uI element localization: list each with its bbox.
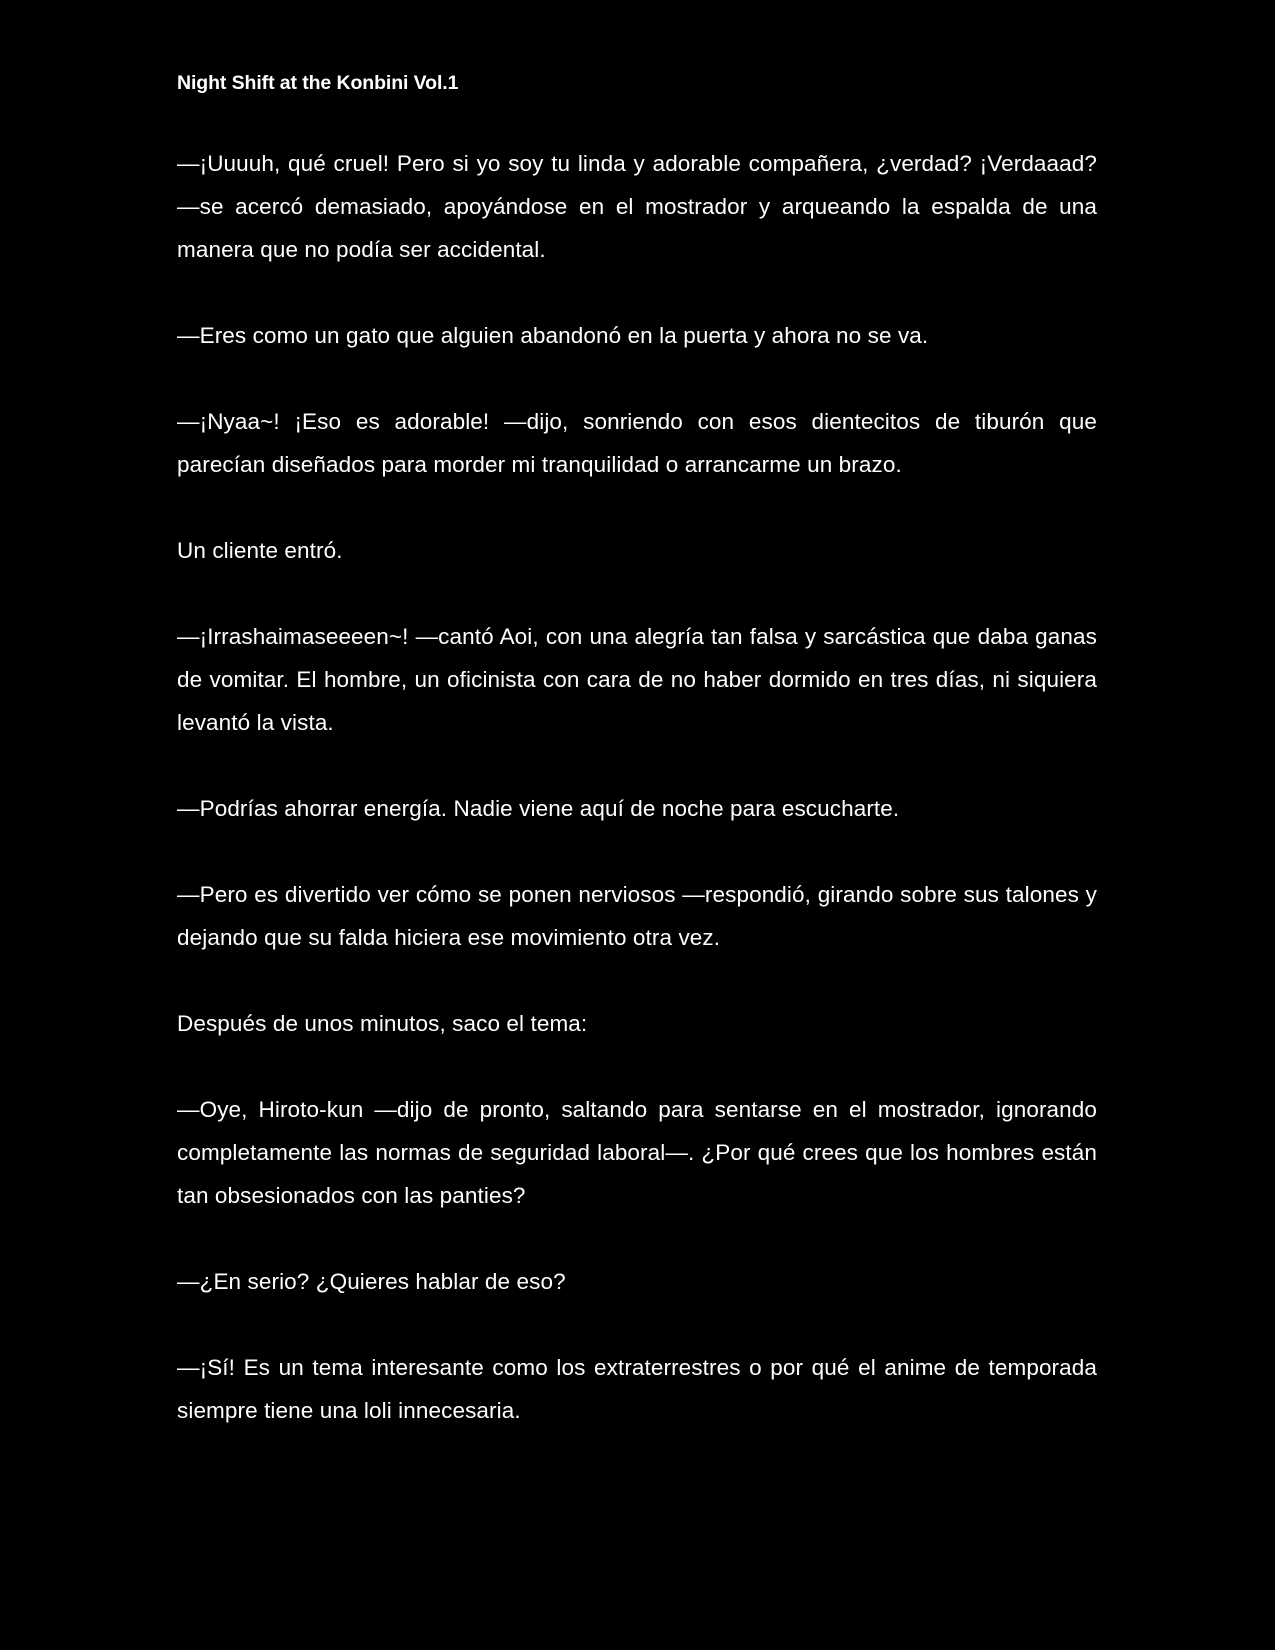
paragraph: —Oye, Hiroto-kun —dijo de pronto, saltando para sentarse en el mostrador, ignorando completamente las normas de seguridad laboral—. ¿Por qué crees que los hombres están tan obsesionados con las panties?: [177, 1097, 1097, 1208]
paragraph: —¡Irrashaimaseeeen~! —cantó Aoi, con una alegría tan falsa y sarcástica que daba ganas de vomitar. El hombre, un oficinista con cara de no haber dormido en tres días, ni siquiera levantó la vista.: [177, 624, 1097, 735]
paragraph: —Pero es divertido ver cómo se ponen nerviosos —respondió, girando sobre sus talones y dejando que su falda hiciera ese movimiento otra vez.: [177, 882, 1097, 950]
paragraph: —Eres como un gato que alguien abandonó en la puerta y ahora no se va.: [177, 323, 929, 348]
paragraph: —¡Nyaa~! ¡Eso es adorable! —dijo, sonriendo con esos dientecitos de tiburón que parecían diseñados para morder mi tranquilidad o arrancarme un brazo.: [177, 409, 1097, 477]
paragraph: —¡Sí! Es un tema interesante como los extraterrestres o por qué el anime de temporada siempre tiene una loli innecesaria.: [177, 1355, 1097, 1423]
body-text: [177, 142, 1097, 1475]
paragraph: —¿En serio? ¿Quieres hablar de eso?: [177, 1269, 566, 1294]
paragraph: —Podrías ahorrar energía. Nadie viene aquí de noche para escucharte.: [177, 796, 900, 821]
paragraph: Después de unos minutos, saco el tema:: [177, 1011, 588, 1036]
document-page: [177, 0, 1097, 1650]
paragraph: —¡Uuuuh, qué cruel! Pero si yo soy tu linda y adorable compañera, ¿verdad? ¡Verdaaad? —se acercó demasiado, apoyándose en el mostrador y arqueando la espalda de una manera que no podía ser accidental.: [177, 151, 1097, 262]
running-header: Night Shift at the Konbini Vol.1: [177, 72, 459, 94]
paragraph: Un cliente entró.: [177, 538, 343, 563]
